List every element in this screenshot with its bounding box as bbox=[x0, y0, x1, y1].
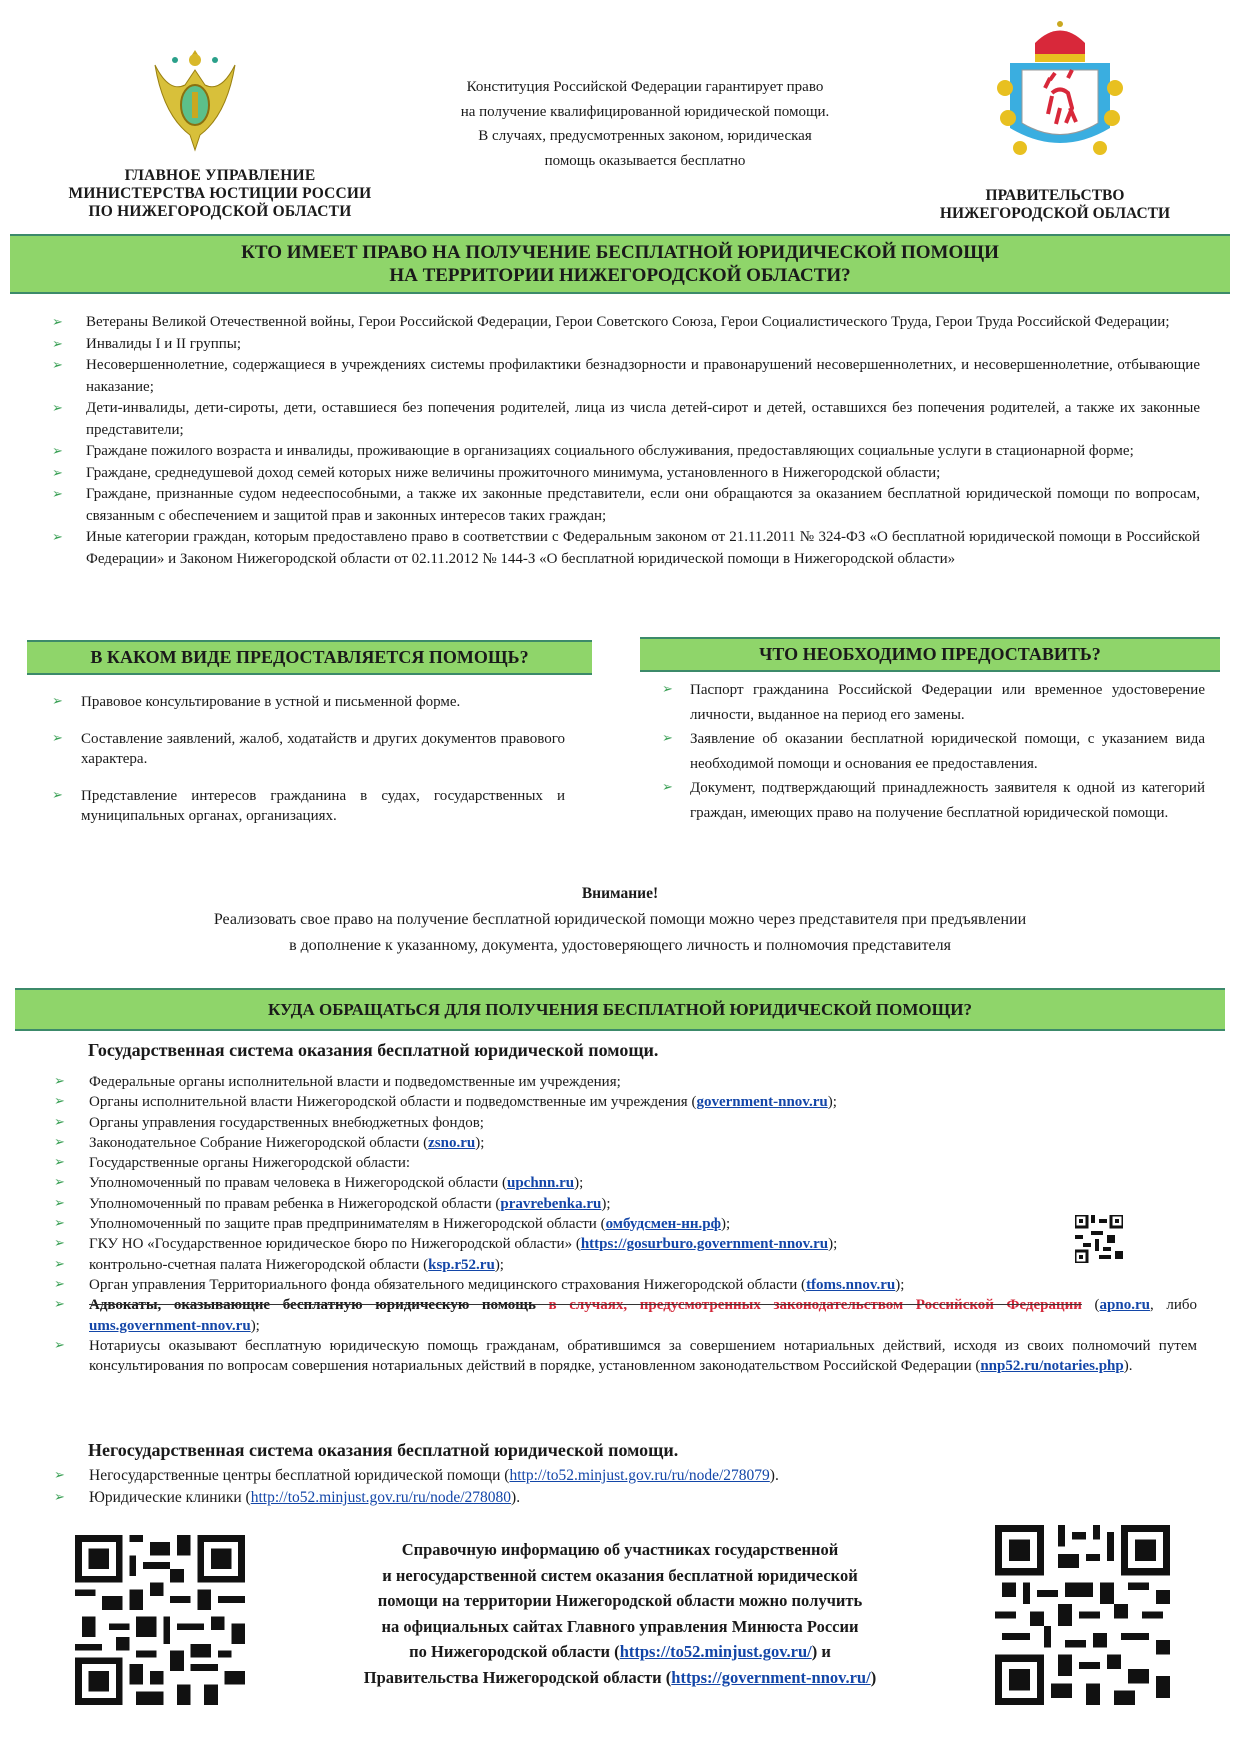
arrow-bullet-icon: ➢ bbox=[52, 358, 63, 373]
arrow-bullet-icon: ➢ bbox=[54, 1134, 65, 1150]
qr-code-icon bbox=[995, 1525, 1170, 1705]
list-item-text: ); bbox=[574, 1175, 584, 1192]
link-ksp[interactable]: ksp.r52.ru bbox=[428, 1256, 495, 1273]
list-item-text: Паспорт гражданина Российской Федерации или временное удостоверение личности, выданное на период его замены. bbox=[690, 682, 1205, 723]
link-tfoms[interactable]: tfoms.nnov.ru bbox=[806, 1276, 896, 1293]
list-item-text: Дети-инвалиды, дети-сироты, дети, оставшиеся без попечения родителей, лица из числа детей-сирот и детей, оставшихся без попечения родителей, а также их законные представители; bbox=[86, 400, 1200, 438]
arrow-bullet-icon: ➢ bbox=[54, 1175, 65, 1191]
list-item-text: Государственные органы Нижегородской области: bbox=[89, 1155, 411, 1172]
link-government-nnov[interactable]: government-nnov.ru bbox=[696, 1094, 828, 1111]
link-to52-minjust[interactable]: https://to52.minjust.gov.ru/ bbox=[619, 1642, 812, 1661]
list-item bbox=[42, 1153, 1197, 1173]
list-item-text: Ветераны Великой Отечественной войны, Герои Российской Федерации, Герои Советского Союза, Герои Социалистического Труда, Герои Труда Российской Федерации; bbox=[86, 314, 1170, 330]
link-apno[interactable]: apno.ru bbox=[1099, 1297, 1150, 1314]
list-item-text: Орган управления Территориального фонда обязательного медицинского страхования Нижегородской области ( bbox=[89, 1276, 807, 1293]
section-title-line: КТО ИМЕЕТ ПРАВО НА ПОЛУЧЕНИЕ БЕСПЛАТНОЙ ЮРИДИЧЕСКОЙ ПОМОЩИ bbox=[241, 242, 999, 263]
footer-text: Правительства Нижегородской области ( bbox=[363, 1667, 672, 1687]
arrow-bullet-icon: ➢ bbox=[54, 1276, 65, 1292]
list-item-text: ); bbox=[721, 1216, 731, 1233]
statement-line: помощь оказывается бесплатно bbox=[544, 152, 746, 169]
section-title-line: НА ТЕРРИТОРИИ НИЖЕГОРОДСКОЙ ОБЛАСТИ? bbox=[389, 265, 851, 286]
list-item-text: ); bbox=[827, 1094, 837, 1111]
arrow-bullet-icon: ➢ bbox=[54, 1468, 65, 1483]
section-title-who-eligible bbox=[10, 234, 1230, 294]
list-item bbox=[40, 441, 1200, 463]
arrow-bullet-icon: ➢ bbox=[662, 731, 673, 746]
list-item-text: Юридические клиники ( bbox=[89, 1489, 251, 1506]
list-item bbox=[42, 1173, 1197, 1193]
arrow-bullet-icon: ➢ bbox=[52, 788, 63, 803]
arrow-bullet-icon: ➢ bbox=[54, 1297, 65, 1313]
list-item bbox=[42, 1275, 1197, 1295]
org-name-line: ГЛАВНОЕ УПРАВЛЕНИЕ bbox=[124, 167, 316, 184]
reference-info-text bbox=[275, 1537, 965, 1690]
section-title-help-form bbox=[27, 640, 592, 675]
list-item bbox=[40, 786, 565, 826]
list-item-text: ). bbox=[1123, 1358, 1133, 1375]
section-title-text: КУДА ОБРАЩАТЬСЯ ДЛЯ ПОЛУЧЕНИЯ БЕСПЛАТНОЙ ЮРИДИЧЕСКОЙ ПОМОЩИ? bbox=[268, 999, 972, 1019]
ministry-org-name bbox=[40, 167, 400, 221]
link-legal-clinics[interactable]: http://to52.minjust.gov.ru/ru/node/278080 bbox=[250, 1489, 512, 1506]
list-item-text: Нотариусы оказывают бесплатную юридическую помощь гражданам, обратившимся за совершением нотариальных действий, исходя из своих полномочий путем консультирования по вопросам совершения нотариальных действий в порядке, установленном законодательством Российской Федерации ( bbox=[89, 1337, 1197, 1375]
footer-text: ) и bbox=[811, 1642, 831, 1661]
eligible-categories-list bbox=[40, 312, 1200, 570]
link-pravrebenka[interactable]: pravrebenka.ru bbox=[500, 1195, 602, 1212]
list-item bbox=[40, 527, 1200, 570]
list-item-text: Граждане, признанные судом недееспособными, а также их законные представители, если они обращаются за оказанием бесплатной юридической помощи по вопросам, связанным с обеспечением и защитой прав и законных интересов таких граждан; bbox=[86, 486, 1200, 524]
nongov-system-list bbox=[42, 1465, 1142, 1509]
statement-line: Конституция Российской Федерации гарантирует право bbox=[466, 79, 824, 95]
constitution-statement bbox=[400, 75, 890, 173]
required-documents-list bbox=[650, 678, 1205, 825]
list-item bbox=[42, 1072, 1197, 1092]
attention-title: Внимание! bbox=[581, 885, 659, 902]
list-item-text: ); bbox=[475, 1134, 485, 1151]
list-item bbox=[650, 727, 1205, 776]
arrow-bullet-icon: ➢ bbox=[52, 336, 63, 352]
section-title-where-to-apply bbox=[15, 988, 1225, 1031]
list-item-text: ( bbox=[1081, 1297, 1100, 1314]
arrow-bullet-icon: ➢ bbox=[54, 1337, 65, 1353]
list-item bbox=[40, 729, 565, 769]
list-item-text: Инвалиды I и II группы; bbox=[86, 335, 242, 352]
arrow-bullet-icon: ➢ bbox=[54, 1155, 65, 1171]
section-title-text: В КАКОМ ВИДЕ ПРЕДОСТАВЛЯЕТСЯ ПОМОЩЬ? bbox=[90, 647, 529, 667]
attention-line: Реализовать свое право на получение бесплатной юридической помощи можно через представителя при предъявлении bbox=[213, 911, 1027, 928]
arrow-bullet-icon: ➢ bbox=[52, 694, 63, 709]
qr-code-icon bbox=[75, 1535, 245, 1705]
list-item bbox=[42, 1214, 1197, 1234]
list-item-text: Федеральные органы исполнительной власти и подведомственные им учреждения; bbox=[89, 1074, 621, 1090]
list-item bbox=[40, 463, 1200, 485]
arrow-bullet-icon: ➢ bbox=[52, 731, 63, 746]
list-item bbox=[650, 776, 1205, 825]
statement-line: В случаях, предусмотренных законом, юридическая bbox=[478, 128, 812, 144]
arrow-bullet-icon: ➢ bbox=[54, 1094, 65, 1110]
footer-text: ) bbox=[870, 1667, 877, 1687]
footer-line: Справочную информацию об участниках государственной bbox=[401, 1540, 839, 1559]
list-item-text: Заявление об оказании бесплатной юридической помощи, с указанием вида необходимой помощи и основания ее предоставления. bbox=[690, 731, 1205, 772]
list-item-text: ); bbox=[494, 1256, 504, 1273]
link-upchnn[interactable]: upchnn.ru bbox=[506, 1175, 575, 1192]
link-government-nnov-footer[interactable]: https://government-nnov.ru/ bbox=[671, 1667, 871, 1687]
list-item bbox=[40, 355, 1200, 398]
org-name-line: ПО НИЖЕГОРОДСКОЙ ОБЛАСТИ bbox=[88, 203, 352, 220]
list-item-text: ). bbox=[511, 1489, 521, 1506]
section-title-required-documents bbox=[640, 637, 1220, 672]
list-item-text: Несовершеннолетние, содержащиеся в учреждениях системы профилактики безнадзорности и правонарушений несовершеннолетних, и несовершеннолетние, отбывающие наказание; bbox=[86, 357, 1200, 395]
arrow-bullet-icon: ➢ bbox=[52, 530, 63, 545]
list-item-text: Составление заявлений, жалоб, ходатайств и других документов правового характера. bbox=[81, 731, 565, 767]
government-org-name bbox=[905, 187, 1205, 223]
link-nongov-centers[interactable]: http://to52.minjust.gov.ru/ru/node/278079 bbox=[509, 1467, 770, 1484]
list-item-text: ); bbox=[250, 1317, 260, 1334]
gov-system-heading: Государственная система оказания бесплатной юридической помощи. bbox=[88, 1040, 659, 1060]
list-item-text: Иные категории граждан, которым предоставлено право в соответствии с Федеральным законом от 21.11.2011 № 324-ФЗ «О бесплатной юридической помощи в Российской Федерации» и Законом Нижегородской области от 02.11.2012 № 144-З «О бесплатной юридической помощи в Нижегородской области» bbox=[86, 529, 1200, 567]
statement-line: на получение квалифицированной юридической помощи. bbox=[460, 103, 830, 120]
arrow-bullet-icon: ➢ bbox=[52, 315, 63, 330]
list-item-text: Уполномоченный по правам человека в Нижегородской области ( bbox=[89, 1175, 507, 1192]
list-item bbox=[42, 1255, 1197, 1275]
list-item-text: ); bbox=[601, 1195, 611, 1212]
list-item-text: Граждане пожилого возраста и инвалиды, проживающие в организациях социального обслуживания, предоставляющих социальные услуги в стационарной форме; bbox=[86, 443, 1134, 459]
list-item bbox=[42, 1113, 1197, 1133]
org-name-line: НИЖЕГОРОДСКОЙ ОБЛАСТИ bbox=[939, 205, 1171, 222]
attention-text bbox=[60, 907, 1180, 959]
list-item-text: , либо bbox=[1149, 1297, 1197, 1314]
link-zsno[interactable]: zsno.ru bbox=[428, 1134, 476, 1151]
help-forms-list bbox=[40, 692, 565, 843]
list-item-text: контрольно-счетная палата Нижегородской области ( bbox=[89, 1256, 429, 1273]
list-item bbox=[40, 692, 565, 712]
footer-text: по Нижегородской области ( bbox=[409, 1642, 620, 1661]
footer-line bbox=[275, 1639, 965, 1665]
org-name-line: МИНИСТЕРСТВА ЮСТИЦИИ РОССИИ bbox=[68, 185, 372, 202]
link-nnp52[interactable]: nnp52.ru/notaries.php bbox=[980, 1358, 1124, 1375]
list-item-text: Уполномоченный по правам ребенка в Нижегородской области ( bbox=[89, 1195, 501, 1212]
list-item-text: ); bbox=[895, 1276, 905, 1293]
list-item-text: Документ, подтверждающий принадлежность заявителя к одной из категорий граждан, имеющих право на получение бесплатной юридической помощи. bbox=[690, 780, 1205, 821]
arrow-bullet-icon: ➢ bbox=[662, 682, 673, 697]
list-item-text: Адвокаты, оказывающие бесплатную юридическую помощь bbox=[89, 1297, 549, 1314]
gov-system-list bbox=[42, 1072, 1197, 1376]
nizhny-coat-of-arms-icon bbox=[990, 18, 1130, 173]
list-item bbox=[42, 1133, 1197, 1153]
arrow-bullet-icon: ➢ bbox=[52, 444, 63, 459]
link-ums[interactable]: ums.government-nnov.ru bbox=[89, 1317, 251, 1334]
list-item bbox=[42, 1234, 1197, 1254]
footer-line bbox=[275, 1665, 965, 1691]
list-item-text: ); bbox=[828, 1236, 838, 1253]
list-item bbox=[40, 334, 1200, 356]
arrow-bullet-icon: ➢ bbox=[54, 1256, 65, 1272]
arrow-bullet-icon: ➢ bbox=[52, 401, 63, 416]
arrow-bullet-icon: ➢ bbox=[52, 465, 63, 481]
org-name-line: ПРАВИТЕЛЬСТВО bbox=[985, 187, 1125, 204]
arrow-bullet-icon: ➢ bbox=[54, 1195, 65, 1211]
arrow-bullet-icon: ➢ bbox=[54, 1236, 65, 1252]
section-title-text: ЧТО НЕОБХОДИМО ПРЕДОСТАВИТЬ? bbox=[759, 644, 1101, 664]
list-item bbox=[42, 1487, 1142, 1509]
list-item bbox=[40, 484, 1200, 527]
list-item-text: Законодательное Собрание Нижегородской области ( bbox=[89, 1134, 429, 1151]
nongov-system-heading: Негосударственная система оказания бесплатной юридической помощи. bbox=[88, 1440, 679, 1460]
footer-line: помощи на территории Нижегородской области можно получить bbox=[377, 1591, 863, 1610]
footer-line: и негосударственной систем оказания бесплатной юридической bbox=[382, 1565, 858, 1585]
arrow-bullet-icon: ➢ bbox=[54, 1490, 65, 1505]
qr-code-icon bbox=[1075, 1215, 1123, 1263]
list-item-text: Органы исполнительной власти Нижегородской области и подведомственные им учреждения ( bbox=[89, 1094, 697, 1111]
list-item-text: ). bbox=[769, 1467, 779, 1484]
list-item bbox=[42, 1465, 1142, 1487]
list-item-text: Уполномоченный по защите прав предпринимателям в Нижегородской области ( bbox=[89, 1216, 606, 1233]
link-gosurburo[interactable]: https://gosurburo.government-nnov.ru bbox=[580, 1236, 829, 1253]
list-item bbox=[40, 312, 1200, 334]
list-item-notaries bbox=[42, 1336, 1197, 1377]
link-ombudsman[interactable]: омбудсмен-нн.рф bbox=[605, 1216, 721, 1233]
list-item-text: Граждане, среднедушевой доход семей которых ниже величины прожиточного минимума, установленного в Нижегородской области; bbox=[86, 464, 941, 481]
list-item bbox=[42, 1194, 1197, 1214]
footer-line: на официальных сайтах Главного управления Минюста России bbox=[381, 1616, 859, 1636]
ministry-eagle-emblem-icon bbox=[150, 40, 240, 160]
list-item-text: Негосударственные центры бесплатной юридической помощи ( bbox=[89, 1467, 510, 1484]
list-item bbox=[40, 398, 1200, 441]
arrow-bullet-icon: ➢ bbox=[662, 780, 673, 795]
list-item-lawyers bbox=[42, 1295, 1197, 1336]
list-item-text: Органы управления государственных внебюджетных фондов; bbox=[89, 1114, 484, 1131]
arrow-bullet-icon: ➢ bbox=[54, 1074, 65, 1089]
list-item-text: ГКУ НО «Государственное юридическое бюро по Нижегородской области» ( bbox=[89, 1236, 581, 1253]
list-item-text: Правовое консультирование в устной и письменной форме. bbox=[81, 694, 461, 710]
arrow-bullet-icon: ➢ bbox=[54, 1114, 65, 1130]
list-item bbox=[650, 678, 1205, 727]
list-item bbox=[42, 1092, 1197, 1112]
list-item-text: Представление интересов гражданина в судах, государственных и муниципальных органах, организациях. bbox=[81, 788, 565, 824]
arrow-bullet-icon: ➢ bbox=[54, 1216, 65, 1232]
arrow-bullet-icon: ➢ bbox=[52, 487, 63, 502]
highlight-text: в случаях, предусмотренных законодательством Российской Федерации bbox=[548, 1297, 1082, 1314]
attention-line: в дополнение к указанному, документа, удостоверяющего личность и полномочия представителя bbox=[289, 937, 951, 954]
